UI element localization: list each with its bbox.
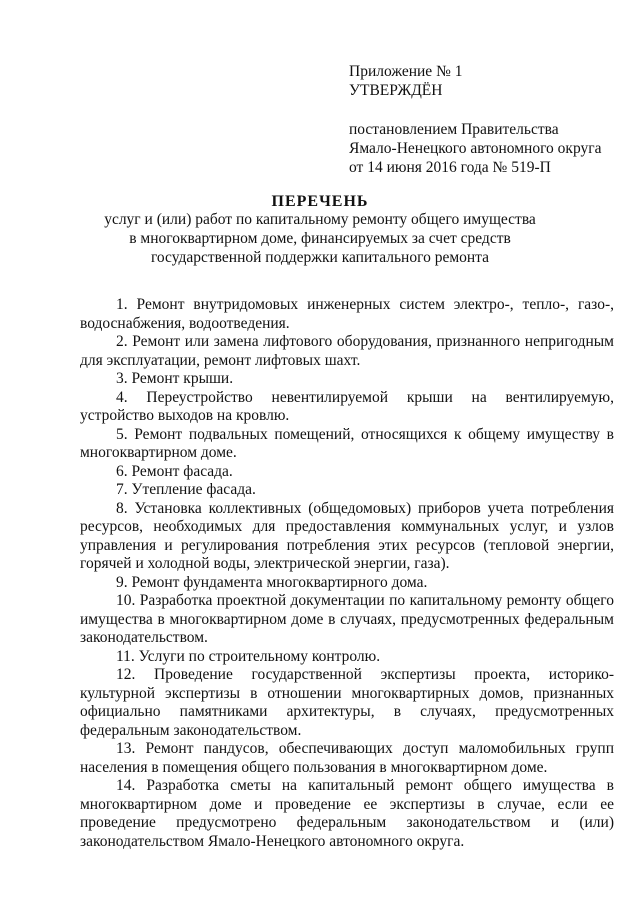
list-item: 13. Ремонт пандусов, обеспечивающих доступ маломобильных групп населения в помещения общего пользования в многоквартирном доме. <box>80 740 614 776</box>
list-item: 9. Ремонт фундамента многоквартирного дома. <box>116 573 428 591</box>
appendix-number: Приложение № 1 <box>349 63 463 80</box>
approval-date: от 14 июня 2016 года № 519-П <box>349 159 551 176</box>
approval-spacer <box>349 100 619 120</box>
document-title: ПЕРЕЧЕНЬ <box>271 193 369 210</box>
subtitle-line: в многоквартирном доме, финансируемых за счет средств <box>129 230 511 247</box>
list-item: 12. Проведение государственной экспертизы проекта, историко-культурной экспертизы в отношении многоквартирных домов, признанных официально памятниками архитектуры, в случаях, предусмотренных федеральным законодательством. <box>80 666 614 739</box>
subtitle-line: услуг и (или) работ по капитальному ремонту общего имущества <box>104 211 536 228</box>
list-item: 14. Разработка сметы на капитальный ремонт общего имущества в многоквартирном доме и проведение ее экспертизы в случае, если ее проведение предусмотрено федеральным законодательством и (или) законодательством Ямало-Ненецкого автономного округа. <box>80 777 614 850</box>
list-item: 1. Ремонт внутридомовых инженерных систем электро-, тепло-, газо-, водоснабжения, водоотведения. <box>80 296 614 332</box>
list-item: 6. Ремонт фасада. <box>116 462 233 480</box>
list-item: 4. Переустройство невентилируемой крыши на вентилируемую, устройство выходов на кровлю. <box>80 388 614 424</box>
list-item: 10. Разработка проектной документации по капитальному ремонту общего имущества в многоквартирном доме в случаях, предусмотренных федеральным законодательством. <box>80 592 614 646</box>
approval-resolution: постановлением Правительства <box>349 121 559 138</box>
subtitle-line: государственной поддержки капитального ремонта <box>150 249 490 266</box>
approval-block <box>349 62 619 177</box>
document-subtitle <box>90 210 550 267</box>
list-item: 5. Ремонт подвальных помещений, относящихся к общему имуществу в многоквартирном доме. <box>80 425 614 461</box>
list-item: 3. Ремонт крыши. <box>116 370 234 387</box>
list-item: 7. Утепление фасада. <box>116 481 256 498</box>
approval-stamp: УТВЕРЖДЁН <box>349 82 443 99</box>
list-item: 11. Услуги по строительному контролю. <box>116 647 381 665</box>
services-list <box>80 296 614 851</box>
approval-government: Ямало-Ненецкого автономного округа <box>349 140 602 157</box>
list-item: 2. Ремонт или замена лифтового оборудования, признанного непригодным для эксплуатации, ремонт лифтовых шахт. <box>80 333 614 369</box>
list-item: 8. Установка коллективных (общедомовых) приборов учета потребления ресурсов, необходимых для предоставления коммунальных услуг, и узлов управления и регулирования потребления этих ресурсов (тепловой энергии, горячей и холодной воды, электрической энергии, газа). <box>80 499 614 572</box>
